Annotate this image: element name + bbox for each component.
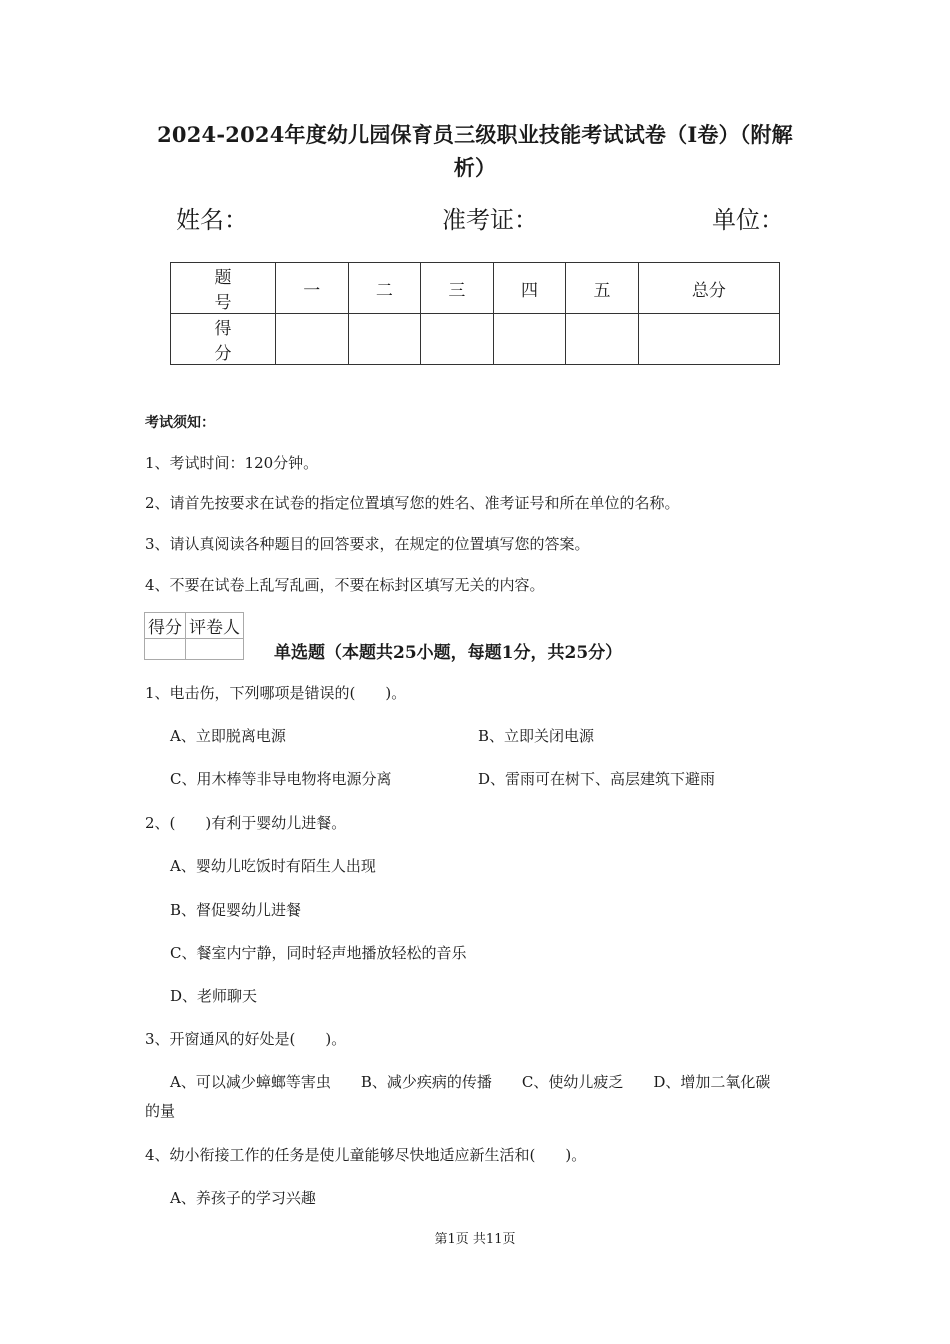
score-cell-four[interactable] <box>493 314 566 365</box>
question-3-stem: 3、开窗通风的好处是( )。 <box>145 1030 347 1048</box>
page-title <box>130 118 820 184</box>
question-3-options[interactable]: A、可以减少蟑螂等害虫 B、减少疾病的传播 C、使幼儿疲乏 D、增加二氧化碳 <box>170 1073 771 1091</box>
question-2-stem: 2、( )有利于婴幼儿进餐。 <box>145 814 347 832</box>
notice-title: 考试须知： <box>145 415 215 431</box>
question-2-option-c[interactable]: C、餐室内宁静，同时轻声地播放轻松的音乐 <box>170 944 467 962</box>
score-cell-total[interactable] <box>638 314 779 365</box>
question-1-option-a[interactable]: A、立即脱离电源 <box>170 727 286 745</box>
question-1-option-c[interactable]: C、用木棒等非导电物将电源分离 <box>170 770 392 788</box>
section-one-header: 一 <box>276 263 349 314</box>
question-4-stem: 4、幼小衔接工作的任务是使儿童能够尽快地适应新生活和( )。 <box>145 1146 587 1164</box>
question-2-option-d[interactable]: D、老师聊天 <box>170 987 258 1005</box>
page-footer: 第1页 共11页 <box>434 1232 516 1247</box>
score-cell-two[interactable] <box>348 314 421 365</box>
score-cell-five[interactable] <box>566 314 639 365</box>
score-table <box>170 262 780 365</box>
score-table-score-row <box>171 314 780 365</box>
section-title: 单选题（本题共25小题，每题1分，共25分） <box>274 643 623 663</box>
notice-item-4: 4、不要在试卷上乱写乱画，不要在标封区填写无关的内容。 <box>145 576 545 594</box>
name-label: 姓名： <box>176 206 248 234</box>
exam-number-label: 准考证： <box>442 206 538 234</box>
score-cell-one[interactable] <box>276 314 349 365</box>
question-4-option-a[interactable]: A、养孩子的学习兴趣 <box>170 1189 316 1207</box>
question-2-option-b[interactable]: B、督促婴幼儿进餐 <box>170 901 302 919</box>
grader-name-cell[interactable] <box>186 639 244 660</box>
section-two-header: 二 <box>348 263 421 314</box>
score-table-header-row <box>171 263 780 314</box>
grader-score-cell[interactable] <box>145 639 186 660</box>
question-number-header: 题 号 <box>171 263 276 314</box>
candidate-info-row <box>0 200 950 240</box>
notice-item-3: 3、请认真阅读各种题目的回答要求，在规定的位置填写您的答案。 <box>145 535 590 553</box>
grader-name-label: 评卷人 <box>186 613 244 639</box>
question-2-option-a[interactable]: A、婴幼儿吃饭时有陌生人出现 <box>170 857 376 875</box>
question-3-options-continued: 的量 <box>145 1102 176 1120</box>
section-five-header: 五 <box>566 263 639 314</box>
notice-item-1: 1、考试时间：120分钟。 <box>145 454 319 472</box>
section-four-header: 四 <box>493 263 566 314</box>
question-1-option-b[interactable]: B、立即关闭电源 <box>478 727 595 745</box>
question-1-option-d[interactable]: D、雷雨可在树下、高层建筑下避雨 <box>478 770 716 788</box>
grader-score-label: 得分 <box>145 613 186 639</box>
question-1-stem: 1、电击伤，下列哪项是错误的( )。 <box>145 684 407 702</box>
section-three-header: 三 <box>421 263 494 314</box>
notice-item-2: 2、请首先按要求在试卷的指定位置填写您的姓名、准考证号和所在单位的名称。 <box>145 494 680 512</box>
total-score-header: 总分 <box>638 263 779 314</box>
grader-box <box>144 612 244 660</box>
unit-label: 单位： <box>712 206 784 234</box>
score-cell-three[interactable] <box>421 314 494 365</box>
grader-box-blank-row <box>145 639 244 660</box>
title-line-2: 析） <box>453 155 497 180</box>
score-row-label: 得 分 <box>171 314 276 365</box>
title-line-1: 2024-2024年度幼儿园保育员三级职业技能考试试卷（I卷）（附解 <box>157 122 793 147</box>
grader-box-header <box>145 613 244 639</box>
